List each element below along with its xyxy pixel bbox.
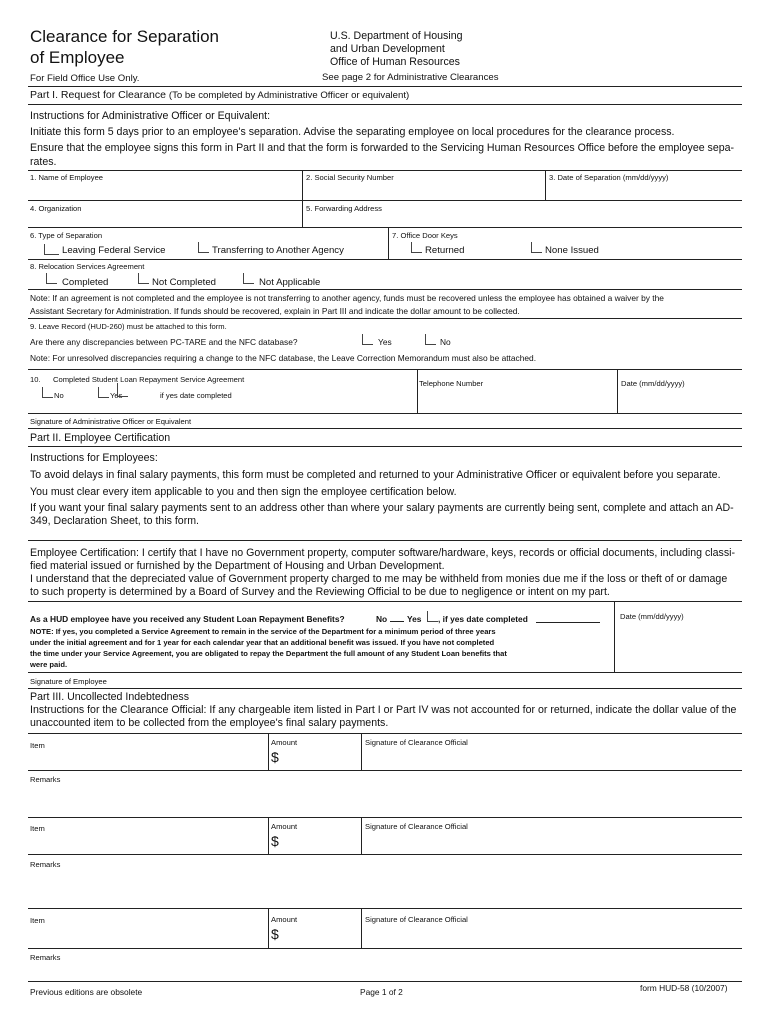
official-signature-label: Signature of Clearance Official xyxy=(365,738,468,747)
reloc-not-completed-checkbox[interactable] xyxy=(138,273,149,284)
amount-input[interactable] xyxy=(284,927,358,943)
part3-heading: Part III. Uncollected Indebtedness xyxy=(30,691,189,703)
note1-line2: Assistant Secretary for Administration. If funds should be recovered, explain in Part III and indicate the dollar amount to be collected. xyxy=(30,306,520,316)
divider xyxy=(28,428,742,429)
part1-heading xyxy=(30,89,409,101)
certification-line4: to such property is determined by a Board of Survey and the Reviewing Official to be due to negligence or intent on my part. xyxy=(30,586,610,598)
part3-instruction-line2: unaccounted item to be collected from the employee's final salary payments. xyxy=(30,717,389,729)
loan-note-line2: under the initial agreement and for 1 year for each calendar year that an additional benefit was issued. If you have not completed xyxy=(30,638,495,647)
employee-name-input[interactable] xyxy=(32,183,298,197)
divider xyxy=(28,318,742,319)
loan-agreement-no-checkbox[interactable] xyxy=(42,387,53,398)
sep-opt2-label: Transferring to Another Agency xyxy=(212,245,344,256)
note1-line1: Note: If an agreement is not completed and the employee is not transferring to another agency, funds must be recovered unless the employee has obtained a waiver by the xyxy=(30,293,664,303)
divider xyxy=(268,733,269,770)
divider xyxy=(28,854,742,855)
amount-input[interactable] xyxy=(284,834,358,850)
divider xyxy=(361,817,362,854)
divider xyxy=(28,289,742,290)
keys-opt2-label: None Issued xyxy=(545,245,599,256)
divider xyxy=(302,200,303,227)
divider xyxy=(28,672,742,673)
divider xyxy=(545,170,546,200)
divider xyxy=(388,227,389,259)
item-label: Item xyxy=(30,741,45,750)
dollar-sign: $ xyxy=(271,926,279,942)
reloc-opt1-label: Completed xyxy=(62,277,109,288)
divider xyxy=(28,86,742,87)
reloc-opt3-label: Not Applicable xyxy=(259,277,321,288)
part2-instructions-title: Instructions for Employees: xyxy=(30,452,158,464)
remarks-label: Remarks xyxy=(30,953,61,962)
loan-note-line3: the time under your Service Agreement, you are obligated to repay the Department the full amount of any Student Loan benefits that xyxy=(30,649,507,658)
divider xyxy=(28,170,742,171)
form-title-line1: Clearance for Separation xyxy=(30,27,220,46)
dollar-sign: $ xyxy=(271,749,279,765)
item-label: Item xyxy=(30,916,45,925)
agency-line2: and Urban Development xyxy=(330,43,445,55)
divider xyxy=(28,540,742,541)
field10-number: 10. xyxy=(30,375,41,384)
loan-agreement-yes-label: Yes xyxy=(110,391,123,400)
part1-instructions-title: Instructions for Administrative Officer or Equivalent: xyxy=(30,110,271,122)
item-input[interactable] xyxy=(32,752,264,766)
loan-yes-label: Yes xyxy=(407,614,422,624)
loan-agreement-yes-checkbox[interactable] xyxy=(98,387,109,398)
employee-date-input[interactable] xyxy=(620,626,738,666)
field10-label: Completed Student Loan Repayment Service Agreement xyxy=(53,375,245,384)
part1-heading-note: (To be completed by Administrative Officer or equivalent) xyxy=(168,90,410,101)
divider xyxy=(28,908,742,909)
loan-yes-checkbox[interactable] xyxy=(427,611,438,622)
field6-label: 6. Type of Separation xyxy=(30,231,103,240)
field5-label: 5. Forwarding Address xyxy=(306,204,382,213)
part1-instruction2-line2: rates. xyxy=(30,156,57,168)
divider xyxy=(268,817,269,854)
form-title-line2: of Employee xyxy=(30,48,125,67)
divider xyxy=(28,770,742,771)
divider xyxy=(617,369,618,413)
divider xyxy=(28,369,742,370)
loan-note-line1: NOTE: If yes, you completed a Service Agreement to remain in the service of the Department for a minimum period of three years xyxy=(30,627,496,636)
divider xyxy=(361,908,362,948)
leaving-federal-checkbox[interactable] xyxy=(44,244,59,255)
agency-line3: Office of Human Resources xyxy=(330,56,460,68)
reloc-not-applicable-checkbox[interactable] xyxy=(243,273,254,284)
official-signature-label: Signature of Clearance Official xyxy=(365,915,468,924)
official-signature-label: Signature of Clearance Official xyxy=(365,822,468,831)
divider xyxy=(28,413,742,414)
field2-label: 2. Social Security Number xyxy=(306,173,394,182)
loan-no-blank[interactable] xyxy=(390,621,404,622)
field1-label: 1. Name of Employee xyxy=(30,173,104,182)
sep-opt1-label: Leaving Federal Service xyxy=(62,245,166,256)
field9-label: 9. Leave Record (HUD-260) must be attached to this form. xyxy=(30,322,227,331)
divider xyxy=(28,104,742,105)
divider xyxy=(28,688,742,689)
part1-title: Part I. Request for Clearance xyxy=(30,89,166,101)
divider xyxy=(28,227,742,228)
divider xyxy=(28,601,742,602)
form-id: form HUD-58 (10/2007) xyxy=(640,983,728,993)
part2-instruction2: You must clear every item applicable to you and then sign the employee certification below. xyxy=(30,486,457,498)
remarks-input[interactable] xyxy=(32,787,738,813)
organization-input[interactable] xyxy=(32,214,298,226)
part3-instruction-line1: Instructions for the Clearance Official: If any chargeable item listed in Part I or Part IV was not accounted for or returned, indicate the dollar value of the xyxy=(30,704,737,716)
loan-agreement-date-checkbox[interactable] xyxy=(117,383,128,397)
keys-opt1-label: Returned xyxy=(425,245,465,256)
item-input[interactable] xyxy=(32,836,264,850)
field3-label: 3. Date of Separation (mm/dd/yyyy) xyxy=(549,173,669,182)
ssn-input[interactable] xyxy=(306,183,542,197)
divider xyxy=(28,981,742,982)
item-label: Item xyxy=(30,824,45,833)
divider xyxy=(28,446,742,447)
certification-line3: I understand that the depreciated value of Government property charged to me may be withheld from monies due me if the loss or theft of or damage xyxy=(30,573,728,585)
field-office-note: For Field Office Use Only. xyxy=(30,73,140,84)
divider xyxy=(268,908,269,948)
telephone-label: Telephone Number xyxy=(419,379,484,388)
dollar-sign: $ xyxy=(271,833,279,849)
see-page-note: See page 2 for Administrative Clearances xyxy=(322,72,499,83)
remarks-input[interactable] xyxy=(32,872,738,902)
remarks-input[interactable] xyxy=(32,965,738,979)
agency-line1: U.S. Department of Housing xyxy=(330,30,463,42)
loan-question: As a HUD employee have you received any Student Loan Repayment Benefits? xyxy=(30,614,345,624)
divider xyxy=(28,200,742,201)
date-label: Date (mm/dd/yyyy) xyxy=(621,379,685,388)
remarks-label: Remarks xyxy=(30,775,61,784)
loan-if-yes-label: , if yes date completed xyxy=(438,614,528,624)
item-input[interactable] xyxy=(32,928,264,942)
telephone-input[interactable] xyxy=(420,392,614,410)
loan-agreement-no-label: No xyxy=(54,391,64,400)
employee-date-label: Date (mm/dd/yyyy) xyxy=(620,612,684,621)
divider xyxy=(417,369,418,413)
part1-instruction1: Initiate this form 5 days prior to an employee's separation. Advise the separating employee on local procedures for the clearance process. xyxy=(30,126,675,138)
discrepancy-no-label: No xyxy=(440,337,451,347)
keys-returned-checkbox[interactable] xyxy=(411,242,422,253)
discrepancy-question: Are there any discrepancies between PC-TARE and the NFC database? xyxy=(30,337,298,347)
part2-heading: Part II. Employee Certification xyxy=(30,432,171,444)
divider xyxy=(614,601,615,672)
loan-note-line4: were paid. xyxy=(30,660,68,669)
ao-date-input[interactable] xyxy=(621,392,739,410)
if-yes-date-label: if yes date completed xyxy=(160,391,232,400)
field4-label: 4. Organization xyxy=(30,204,82,213)
part2-instruction1: To avoid delays in final salary payments, this form must be completed and returned to your Administrative Officer or equivalent before you separate. xyxy=(30,469,721,481)
divider xyxy=(302,170,303,200)
loan-date-blank[interactable] xyxy=(536,622,600,623)
amount-label: Amount xyxy=(271,822,298,831)
discrepancy-yes-checkbox[interactable] xyxy=(362,334,373,345)
field8-label: 8. Relocation Services Agreement xyxy=(30,262,145,271)
obsolete-note: Previous editions are obsolete xyxy=(30,987,143,997)
loan-no-label: No xyxy=(376,614,388,624)
amount-label: Amount xyxy=(271,738,298,747)
page-number: Page 1 of 2 xyxy=(360,987,403,997)
ao-signature-label: Signature of Administrative Officer or Equivalent xyxy=(30,417,192,426)
transferring-checkbox[interactable] xyxy=(198,242,209,253)
discrepancy-no-checkbox[interactable] xyxy=(425,334,436,345)
certification-line2: fied material issued or furnished by the Department of Housing and Urban Development. xyxy=(30,560,445,572)
keys-none-checkbox[interactable] xyxy=(531,242,542,253)
certification-line1: Employee Certification: I certify that I have no Government property, computer software/hardware, keys, records or official documents, including classi- xyxy=(30,547,735,559)
amount-input[interactable] xyxy=(284,750,358,766)
divider xyxy=(28,817,742,818)
remarks-label: Remarks xyxy=(30,860,61,869)
forwarding-address-input[interactable] xyxy=(306,214,738,226)
discrepancy-yes-label: Yes xyxy=(378,337,392,347)
reloc-opt2-label: Not Completed xyxy=(152,277,216,288)
amount-label: Amount xyxy=(271,915,298,924)
divider xyxy=(28,259,742,260)
divider xyxy=(28,948,742,949)
employee-signature-label: Signature of Employee xyxy=(30,677,107,686)
field7-label: 7. Office Door Keys xyxy=(392,231,458,240)
part2-instruction3-line1: If you want your final salary payments sent to an address other than where your salary payments are currently being sent, complete and attach an AD- xyxy=(30,502,734,514)
separation-date-input[interactable] xyxy=(549,183,739,197)
divider xyxy=(28,733,742,734)
part2-instruction3-line2: 349, Declaration Sheet, to this form. xyxy=(30,515,199,527)
note2: Note: For unresolved discrepancies requiring a change to the NFC database, the Leave Correction Memorandum must also be attached. xyxy=(30,353,537,363)
divider xyxy=(361,733,362,770)
part1-instruction2-line1: Ensure that the employee signs this form in Part II and that the form is forwarded to the Servicing Human Resources Office before the employee sepa- xyxy=(30,142,735,154)
reloc-completed-checkbox[interactable] xyxy=(46,273,57,284)
